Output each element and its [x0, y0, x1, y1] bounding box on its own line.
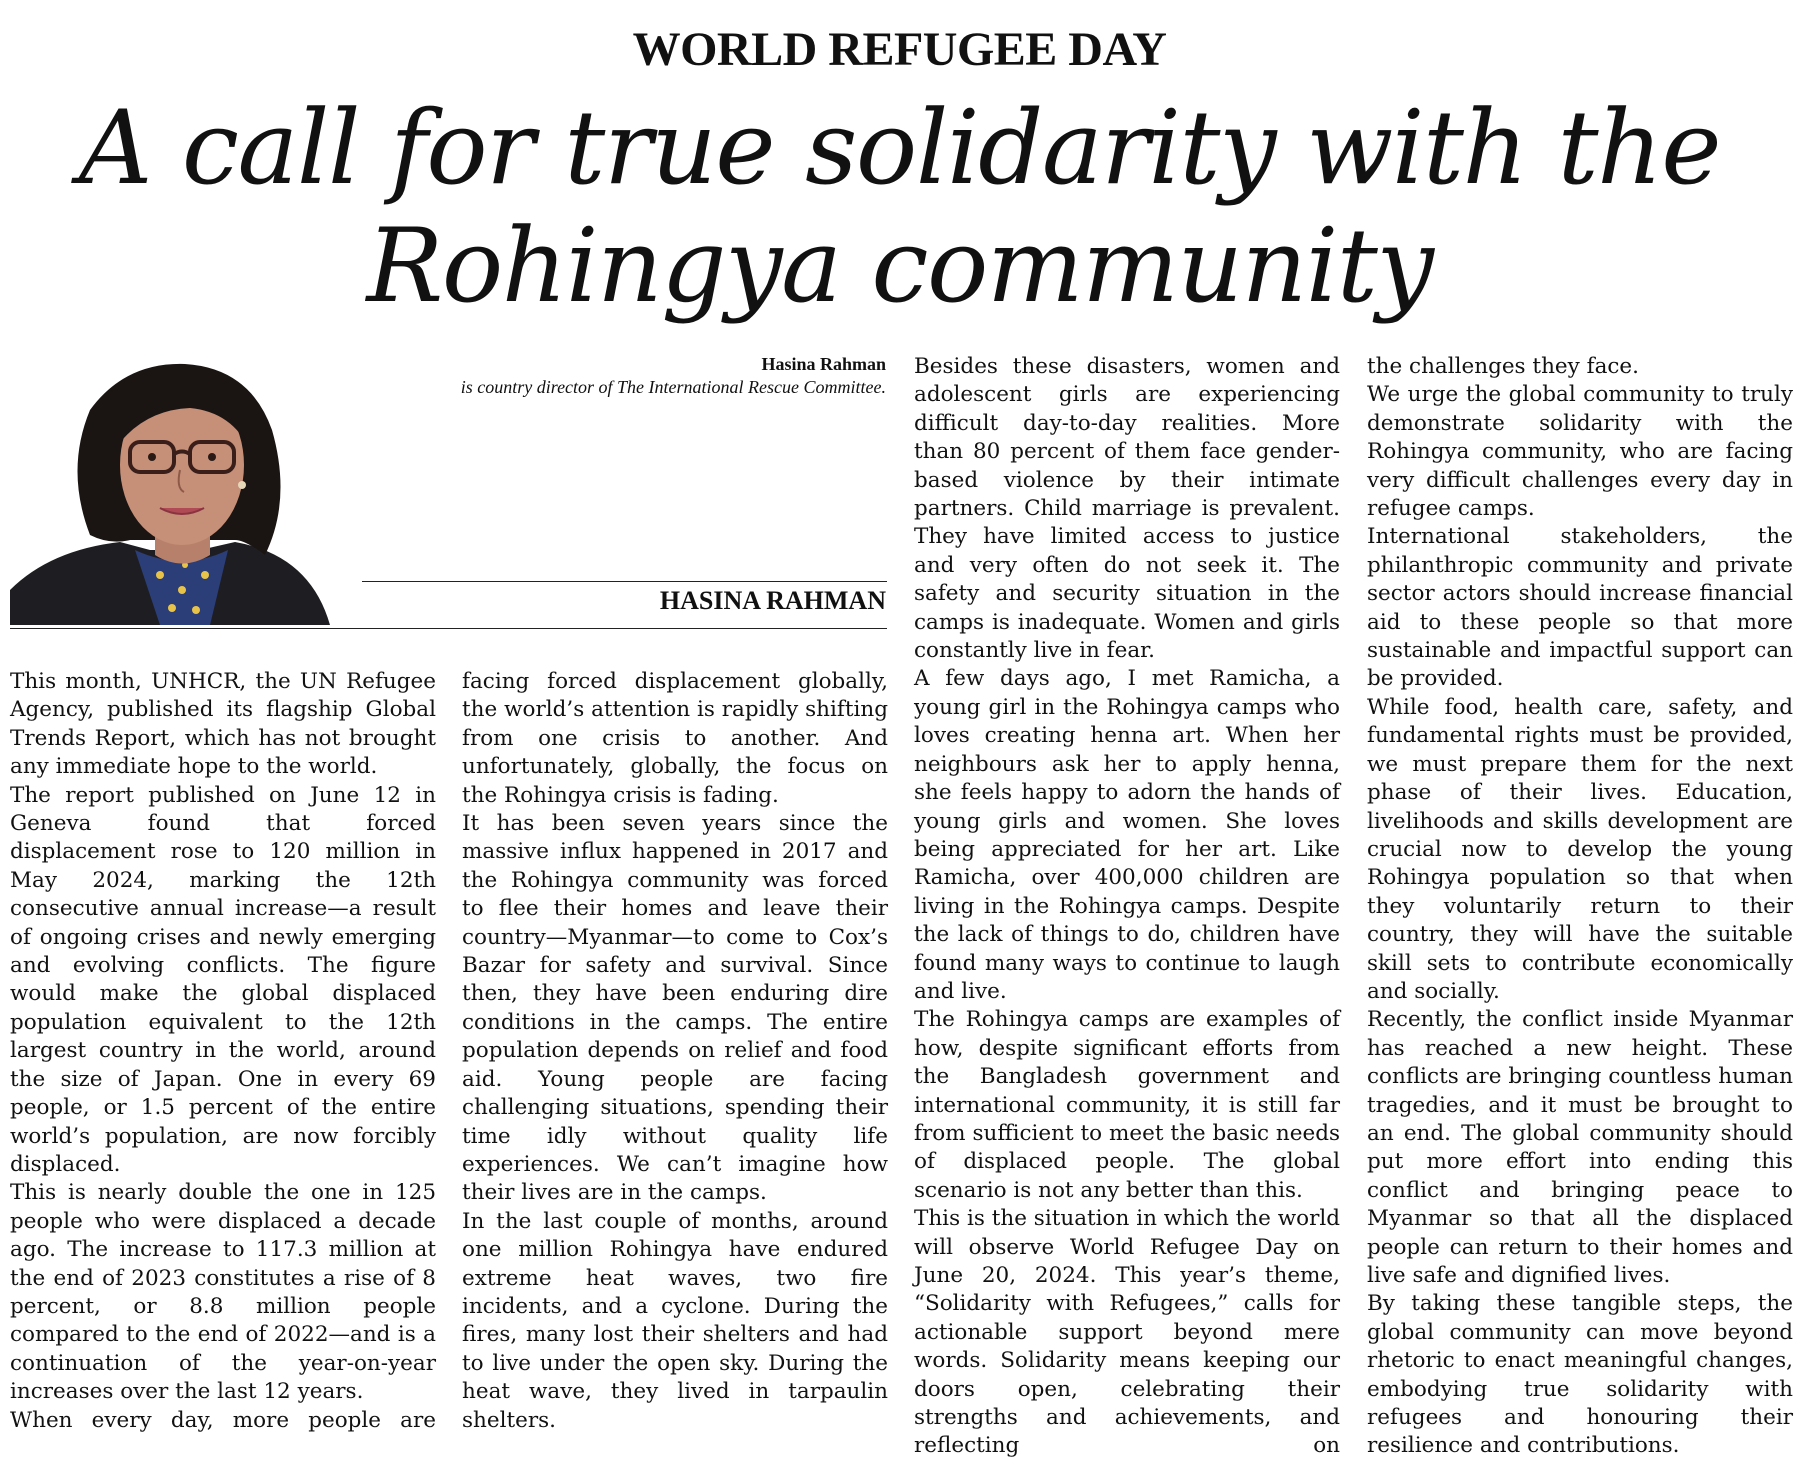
byline-author-name: Hasina Rahman: [761, 354, 886, 374]
paragraph: This month, UNHCR, the UN Refugee Agency, published its flagship Global Trends Report, which has not brought any immediate hope to the world.: [10, 669, 436, 780]
headline-line-1: A call for true solidarity with the: [78, 89, 1721, 208]
paragraph: The report published on June 12 in Geneva found that forced displacement rose to 120 million in May 2024, marking the 12th consecutive annual increase—a result of ongoing crises and newly emerging and evolving conflicts. The figure would make the global displaced population equivalent to the 12th largest country in the world, around the size of Japan. One in every 69 people, or 1.5 percent of the entire world’s population, are now forcibly displaced.: [10, 782, 436, 1177]
section-kicker: WORLD REFUGEE DAY: [632, 23, 1167, 76]
author-portrait: [10, 350, 362, 625]
byline-author-description: is country director of The International Rescue Committee.: [460, 377, 886, 397]
paragraph: While food, health care, safety, and fundamental rights must be provided, we must prepare them for the next phase of their lives. Education, livelihoods and skills development are crucial now to develop the young Rohingya population so that when they voluntarily return to their country, they will have the suitable skill sets to contribute economically and socially.: [1367, 694, 1793, 1004]
paragraph: We urge the global community to truly demonstrate solidarity with the Rohingya community, who are facing very difficult challenges every day in refugee camps.: [1367, 382, 1793, 522]
paragraph: In the last couple of months, around one million Rohingya have endured extreme heat waves, two fire incidents, and a cyclone. During the fires, many lost their shelters and had to live under the open sky. During the heat wave, they lived in tarpaulin shelters.: [462, 1208, 888, 1433]
article-column-3: [914, 353, 1340, 1461]
paragraph: This is nearly double the one in 125 people who were displaced a decade ago. The increase to 117.3 million at the end of 2023 constitutes a rise of 8 percent, or 8.8 million people compared to the end of 2022—and is a continuation of the year-on-year increases over the last 12 years.: [10, 1180, 436, 1405]
photo-caption: HASINA RAHMAN: [659, 586, 886, 615]
paragraph: Besides these disasters, women and adolescent girls are experiencing difficult day-to-day realities. More than 80 percent of them face gender-based violence by their intimate partners. Child marriage is prevalent. They have limited access to justice and very often do not seek it. The safety and security situation in the camps is inadequate. Women and girls constantly live in fear.: [914, 354, 1340, 664]
paragraph: The Rohingya camps are examples of how, despite significant efforts from the Bangladesh government and international community, it is still far from sufficient to meet the basic needs of displaced people. The global scenario is not any better than this.: [914, 1007, 1340, 1203]
headline-line-2: Rohingya community: [366, 207, 1433, 326]
article-column-1: [10, 668, 436, 1435]
paragraph: facing forced displacement globally, the world’s attention is rapidly shifting from one crisis to another. And unfortunately, globally, the focus on the Rohingya crisis is fading.: [462, 669, 888, 808]
headline: [0, 90, 1799, 326]
article-column-4: [1367, 353, 1793, 1461]
caption-bottom-rule: [10, 628, 887, 629]
article-column-2: [462, 668, 888, 1435]
paragraph: By taking these tangible steps, the global community can move beyond rhetoric to enact meaningful changes, embodying true solidarity with refugees and honouring their resilience and contributions.: [1367, 1291, 1793, 1459]
caption-top-rule: [362, 581, 887, 582]
paragraph: When every day, more people are: [10, 1407, 436, 1433]
paragraph: the challenges they face.: [1367, 354, 1639, 379]
paragraph: It has been seven years since the massive influx happened in 2017 and the Rohingya community was forced to flee their homes and leave their country—Myanmar—to come to Cox’s Bazar for safety and survival. Since then, they have been enduring dire conditions in the camps. The entire population depends on relief and food aid. Young people are facing challenging situations, spending their time idly without quality life experiences. We can’t imagine how their lives are in the camps.: [462, 811, 888, 1206]
author-photo-illustration: [10, 350, 362, 625]
paragraph: Recently, the conflict inside Myanmar has reached a new height. These conflicts are bringing countless human tragedies, and it must be brought to an end. The global community should put more effort into ending this conflict and bringing peace to Myanmar so that all the displaced people can return to their homes and live safe and dignified lives.: [1367, 1007, 1793, 1288]
paragraph: A few days ago, I met Ramicha, a young girl in the Rohingya camps who loves creating henna art. When her neighbours ask her to apply henna, she feels happy to adorn the hands of young girls and women. She loves being appreciated for her art. Like Ramicha, over 400,000 children are living in the Rohingya camps. Despite the lack of things to do, children have found many ways to continue to laugh and live.: [914, 666, 1340, 1004]
paragraph: This is the situation in which the world will observe World Refugee Day on June 20, 2024. This year’s theme, “Solidarity with Refugees,” calls for actionable support beyond mere words. Solidarity means keeping our doors open, celebrating their strengths and achievements, and reflecting on: [914, 1206, 1340, 1459]
paragraph: International stakeholders, the philanthropic community and private sector actors should increase financial aid to these people so that more sustainable and impactful support can be provided.: [1367, 524, 1793, 692]
